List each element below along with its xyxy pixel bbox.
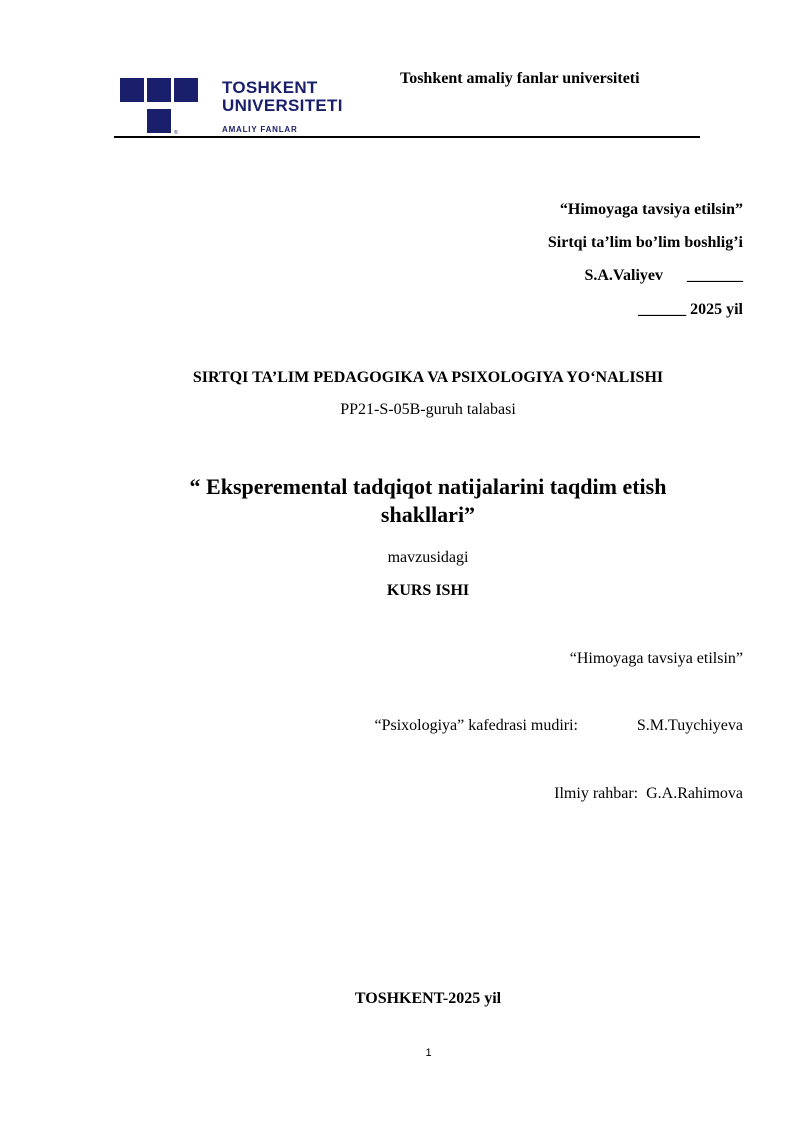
logo-line1: TOSHKENT (222, 78, 318, 97)
registered-mark-icon: ® (174, 130, 178, 136)
department-head: S.M.Tuychiyeva (636, 717, 743, 734)
logo-square (147, 78, 171, 102)
logo-square (147, 109, 171, 133)
logo-squares-icon (120, 78, 200, 136)
work-type: KURS ISHI (386, 582, 470, 599)
approval-recommend: “Himoyaga tavsiya etilsin” (559, 201, 743, 218)
topic-title-line1: “ Eksperemental tadqiqot natijalarini taqdim etish (189, 474, 667, 499)
logo-square (120, 78, 144, 102)
approval-position: Sirtqi ta’lim bo’lim boshlig’i (547, 234, 743, 251)
supervisor-line: Ilmiy rahbar: G.A.Rahimova (554, 785, 743, 802)
approval-signatory: S.A.Valiyev _______ (584, 267, 743, 284)
subject-word: mavzusidagi (387, 549, 469, 566)
direction-title: SIRTQI TA’LIM PEDAGOGIKA VA PSIXOLOGIYA YO‘NALISHI (192, 369, 664, 386)
logo-line3: AMALIY FANLAR (222, 125, 298, 134)
university-name: Toshkent amaliy fanlar universiteti (400, 70, 640, 87)
logo-square (174, 78, 198, 102)
recommend-line: “Himoyaga tavsiya etilsin” (569, 650, 743, 667)
topic-title-line2: shakllari” (380, 502, 476, 527)
header-divider (114, 136, 700, 138)
university-logo (120, 78, 360, 136)
approval-date: ______ 2025 yil (638, 301, 743, 318)
logo-line2: UNIVERSITETI (222, 96, 343, 115)
city-year: TOSHKENT-2025 yil (354, 990, 502, 1007)
department-label: “Psixologiya” kafedrasi mudiri: (374, 717, 578, 734)
group-label: PP21-S-05B-guruh talabasi (340, 401, 516, 418)
page-number: 1 (425, 1047, 432, 1059)
